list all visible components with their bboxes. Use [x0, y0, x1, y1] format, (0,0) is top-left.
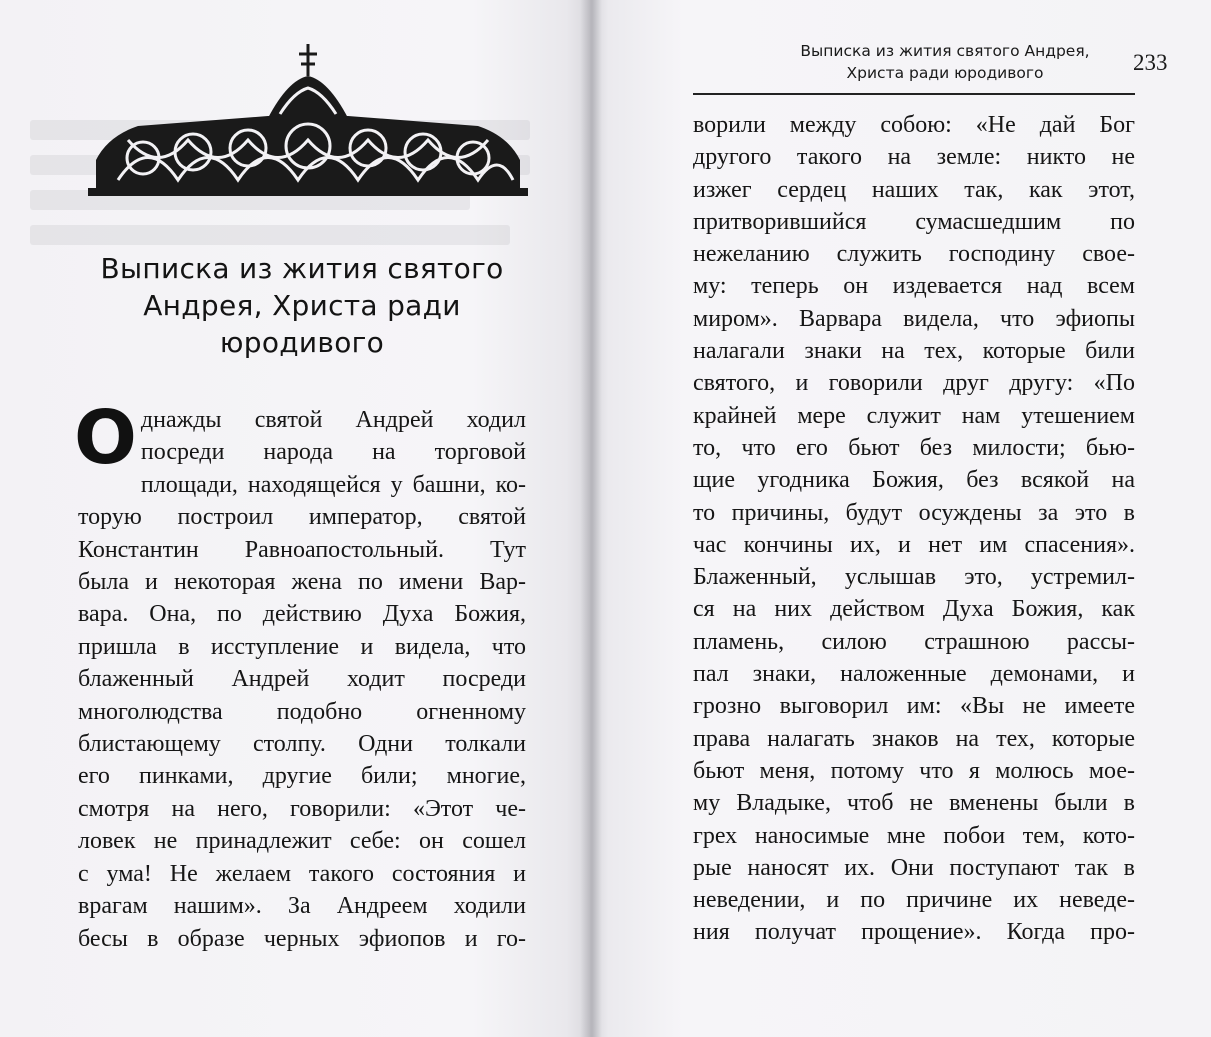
text-line: ворили между собою: «Не дай Бог: [693, 112, 1135, 138]
chapter-title: [78, 250, 526, 361]
header-rule: [693, 93, 1135, 95]
text-line: бесы в образе черных эфиопов и го-: [78, 925, 526, 952]
text-line: была и некоторая жена по имени Вар-: [78, 569, 526, 596]
page-number: 233: [1133, 50, 1168, 75]
text-line: пришла в исступление и видела, что: [78, 633, 526, 660]
text-line: крайней мере служит нам утешением: [693, 402, 1135, 429]
text-line: ловек не принадлежит себе: он сошел: [78, 828, 526, 855]
text-line: му Владыке, чтоб не вменены были в: [693, 790, 1135, 817]
text-line: грозно выговорил им: «Вы не имеете: [693, 693, 1135, 720]
text-line: притворившийся сумасшедшим по: [693, 208, 1135, 235]
text-line: торую построил император, святой: [78, 504, 526, 531]
left-body-text: [74, 395, 526, 955]
text-line: щие угодника Божия, без всякой на: [693, 467, 1135, 494]
text-line: изжег сердец наших так, как этот,: [693, 176, 1135, 203]
text-line: его пинками, другие били; многие,: [78, 763, 526, 790]
text-line: днажды святой Андрей ходил: [140, 407, 526, 433]
running-head-line: Выписка из жития святого Андрея,: [800, 42, 1090, 60]
text-line: святого, и говорили друг другу: «По: [693, 370, 1135, 397]
text-line: Блаженный, услышав это, устремил-: [693, 564, 1135, 591]
text-line: му: теперь он издевается над всем: [693, 273, 1135, 300]
left-page: [0, 0, 590, 1037]
text-line: то причины, будут осуждены за это в: [693, 499, 1135, 526]
text-line: ся на них действом Духа Божия, как: [693, 596, 1135, 623]
text-line: площади, находящейся у башни, ко-: [140, 471, 526, 498]
text-line: нежеланию служить господину свое-: [693, 241, 1135, 268]
text-line: Константин Равноапостольный. Тут: [78, 536, 526, 563]
text-line: неведении, и по причине их неведе-: [693, 887, 1135, 914]
text-line: многолюдства подобно огненному: [78, 698, 526, 725]
chapter-title-line: юродивого: [219, 326, 385, 359]
text-line: налагали знаки на тех, которые били: [693, 338, 1135, 365]
chapter-title-line: Андрея, Христа ради: [143, 289, 461, 322]
text-line: бьют меня, потому что я молюсь мое-: [693, 757, 1135, 784]
text-line: с ума! Не желаем такого состояния и: [78, 860, 526, 887]
chapter-title-line: Выписка из жития святого: [100, 252, 504, 285]
text-line: миром». Варвара видела, что эфиопы: [693, 305, 1135, 332]
text-line: грех наносимые мне побои тем, кото-: [693, 822, 1135, 849]
text-line: другого такого на земле: никто не: [693, 144, 1135, 171]
text-line: смотря на него, говорили: «Этот че-: [78, 795, 526, 822]
text-line: пламень, силою страшною рассы-: [693, 628, 1135, 655]
book-spine: [580, 0, 602, 1037]
text-line: рые наносят их. Они поступают так в: [693, 854, 1135, 881]
text-line: ния получат прощение». Когда про-: [693, 919, 1135, 946]
running-head-line: Христа ради юродивого: [846, 64, 1044, 82]
text-line: врагам нашим». За Андреем ходили: [78, 893, 526, 920]
text-line: блистающему столпу. Одни толкали: [78, 731, 526, 758]
ornament-headpiece-icon: [88, 40, 528, 200]
text-line: пал знаки, наложенные демонами, и: [693, 661, 1135, 688]
text-line: права налагать знаков на тех, которые: [693, 725, 1135, 752]
right-body-text: [693, 109, 1135, 949]
text-line: посреди народа на торговой: [140, 439, 526, 466]
text-line: час кончины их, и нет им спасения».: [693, 531, 1135, 558]
bleed-through: [30, 225, 510, 245]
drop-cap: О: [74, 395, 137, 481]
text-line: блаженный Андрей ходит посреди: [78, 666, 526, 693]
text-line: вара. Она, по действию Духа Божия,: [78, 601, 526, 628]
text-line: то, что его бьют без милости; бью-: [693, 434, 1135, 461]
running-head: [760, 40, 1130, 84]
